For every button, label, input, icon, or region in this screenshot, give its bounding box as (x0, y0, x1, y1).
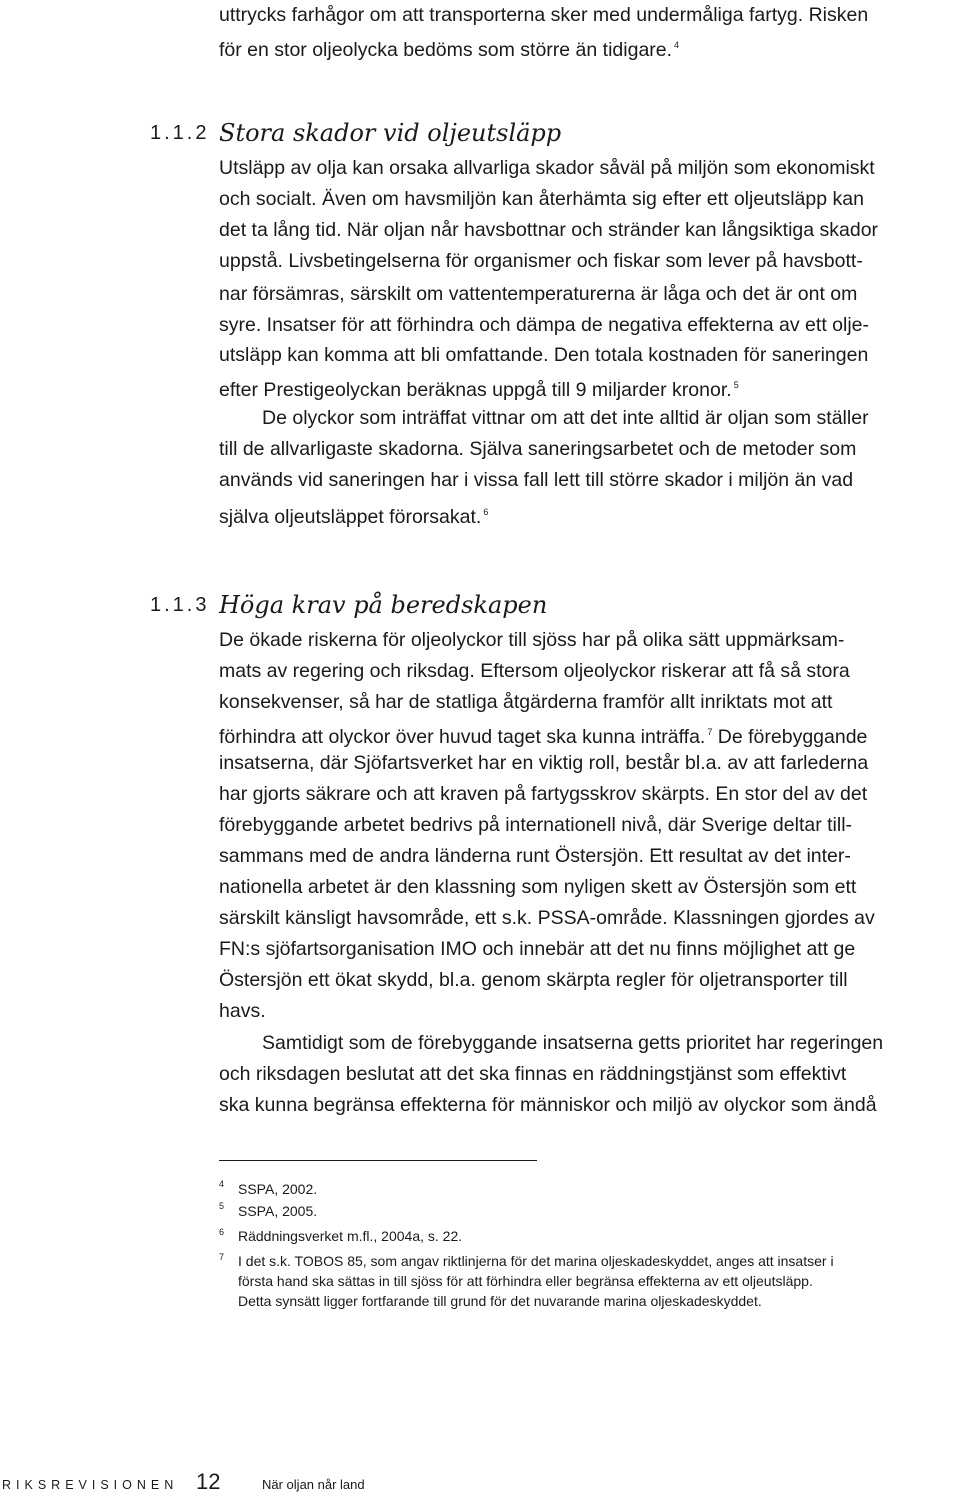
footnote-6-text: Räddningsverket m.fl., 2004a, s. 22. (238, 1228, 463, 1244)
footnote-7-line-2: första hand ska sättas in till sjöss för att förhindra eller begränsa effekterna av ett oljeutsläpp. (238, 1273, 813, 1289)
sec113-line-1: De ökade riskerna för oljeolyckor till sjöss har på olika sätt uppmärksam- (219, 629, 845, 651)
sec112-p2-line-4 (219, 497, 488, 532)
footnote-number-4: 4 (219, 1179, 225, 1189)
footnote-5-text: SSPA, 2005. (238, 1203, 318, 1219)
intro-line-1: uttrycks farhågor om att transporterna sker med undermåliga fartyg. Risken (219, 4, 869, 26)
sec113-line-5: insatserna, där Sjöfartsverket har en viktig roll, består bl.a. av att farlederna (219, 752, 869, 774)
section-number-113: 1.1.3 (150, 594, 210, 616)
sec112-p2-line-1: De olyckor som inträffat vittnar om att det inte alltid är oljan som ställer (262, 407, 869, 429)
sec113-line-4 (219, 717, 867, 752)
sec113-p2-line-1: Samtidigt som de förebyggande insatserna getts prioritet har regeringen (262, 1032, 884, 1054)
sec113-line-2: mats av regering och riksdag. Eftersom oljeolyckor riskerar att få så stora (219, 660, 850, 682)
sec112-p2-line-4-text: själva oljeutsläppet förorsakat. (219, 506, 482, 528)
footnote-7-line-1: I det s.k. TOBOS 85, som angav riktlinjerna för det marina oljeskadeskyddet, anges att insatser i (238, 1253, 834, 1269)
sec112-line-8 (219, 370, 739, 405)
footnote-ref-7[interactable]: 7 (707, 727, 713, 737)
footnote-number-7: 7 (219, 1252, 225, 1262)
sec113-line-10: särskilt känsligt havsområde, ett s.k. PSSA-område. Klassningen gjordes av (219, 907, 875, 929)
sec112-line-4: uppstå. Livsbetingelserna för organismer och fiskar som lever på havsbott- (219, 250, 863, 272)
sec113-p2-line-3: ska kunna begränsa effekterna för människor och miljö av olyckor som ändå (219, 1094, 877, 1116)
sec112-line-5: nar försämras, särskilt om vattentemperaturerna är låga och det är ont om (219, 283, 858, 305)
sec113-line-3: konsekvenser, så har de statliga åtgärderna framför allt inriktats mot att (219, 691, 833, 713)
sec112-p2-line-2: till de allvarligaste skadorna. Själva saneringsarbetet och de metoder som (219, 438, 857, 460)
sec113-line-11: FN:s sjöfartsorganisation IMO och innebär att det nu finns möjlighet att ge (219, 938, 856, 960)
sec113-p2-line-2: och riksdagen beslutat att det ska finnas en räddningstjänst som effektivt (219, 1063, 847, 1085)
footnote-divider (219, 1160, 537, 1161)
intro-line-2 (219, 30, 679, 65)
page-number: 12 (196, 1469, 221, 1494)
footnote-ref-4[interactable]: 4 (674, 40, 680, 50)
sec113-line-6: har gjorts säkrare och att kraven på fartygsskrov skärpts. En stor del av det (219, 783, 868, 805)
sec113-line-13: havs. (219, 1000, 266, 1022)
sec113-line-12: Östersjön ett ökat skydd, bl.a. genom skärpta regler för oljetransporter till (219, 969, 848, 991)
sec113-line-4b: De förebyggande (712, 726, 868, 748)
sec113-line-7: förebyggande arbetet bedrivs på internationell nivå, där Sverige deltar till- (219, 814, 853, 836)
footer-doc-title: När oljan når land (262, 1477, 365, 1492)
footnote-ref-5[interactable]: 5 (733, 380, 739, 390)
footer-brand: RIKSREVISIONEN (2, 1478, 179, 1492)
sec112-line-2: och socialt. Även om havsmiljön kan återhämta sig efter ett oljeutsläpp kan (219, 188, 864, 210)
sec113-line-8: sammans med de andra länderna runt Östersjön. Ett resultat av det inter- (219, 845, 851, 867)
intro-line-2-text: för en stor oljeolycka bedöms som större än tidigare. (219, 39, 673, 61)
footnote-7-line-3: Detta synsätt ligger fortfarande till grund för det nuvarande marina oljeskadeskyddet. (238, 1293, 762, 1309)
footnote-ref-6[interactable]: 6 (483, 507, 489, 517)
sec112-line-1: Utsläpp av olja kan orsaka allvarliga skador såväl på miljön som ekonomiskt (219, 157, 875, 179)
footnote-number-5: 5 (219, 1201, 225, 1211)
sec112-p2-line-3: används vid saneringen har i vissa fall lett till större skador i miljön än vad (219, 469, 854, 491)
sec113-line-9: nationella arbetet är den klassning som nyligen skett av Östersjön som ett (219, 876, 857, 898)
section-number-112: 1.1.2 (150, 122, 210, 144)
footnote-number-6: 6 (219, 1227, 225, 1237)
section-title-113: Höga krav på beredskapen (219, 591, 548, 619)
sec112-line-7: utsläpp kan komma att bli omfattande. Den totala kostnaden för saneringen (219, 344, 869, 366)
section-title-112: Stora skador vid oljeutsläpp (219, 119, 562, 147)
footnote-4-text: SSPA, 2002. (238, 1181, 318, 1197)
sec112-line-8-text: efter Prestigeolyckan beräknas uppgå till 9 miljarder kronor. (219, 379, 732, 401)
sec113-line-4a: förhindra att olyckor över huvud taget ska kunna inträffa. (219, 726, 706, 748)
sec112-line-6: syre. Insatser för att förhindra och dämpa de negativa effekterna av ett olje- (219, 314, 870, 336)
sec112-line-3: det ta lång tid. När oljan når havsbottnar och stränder kan långsiktiga skador (219, 219, 879, 241)
